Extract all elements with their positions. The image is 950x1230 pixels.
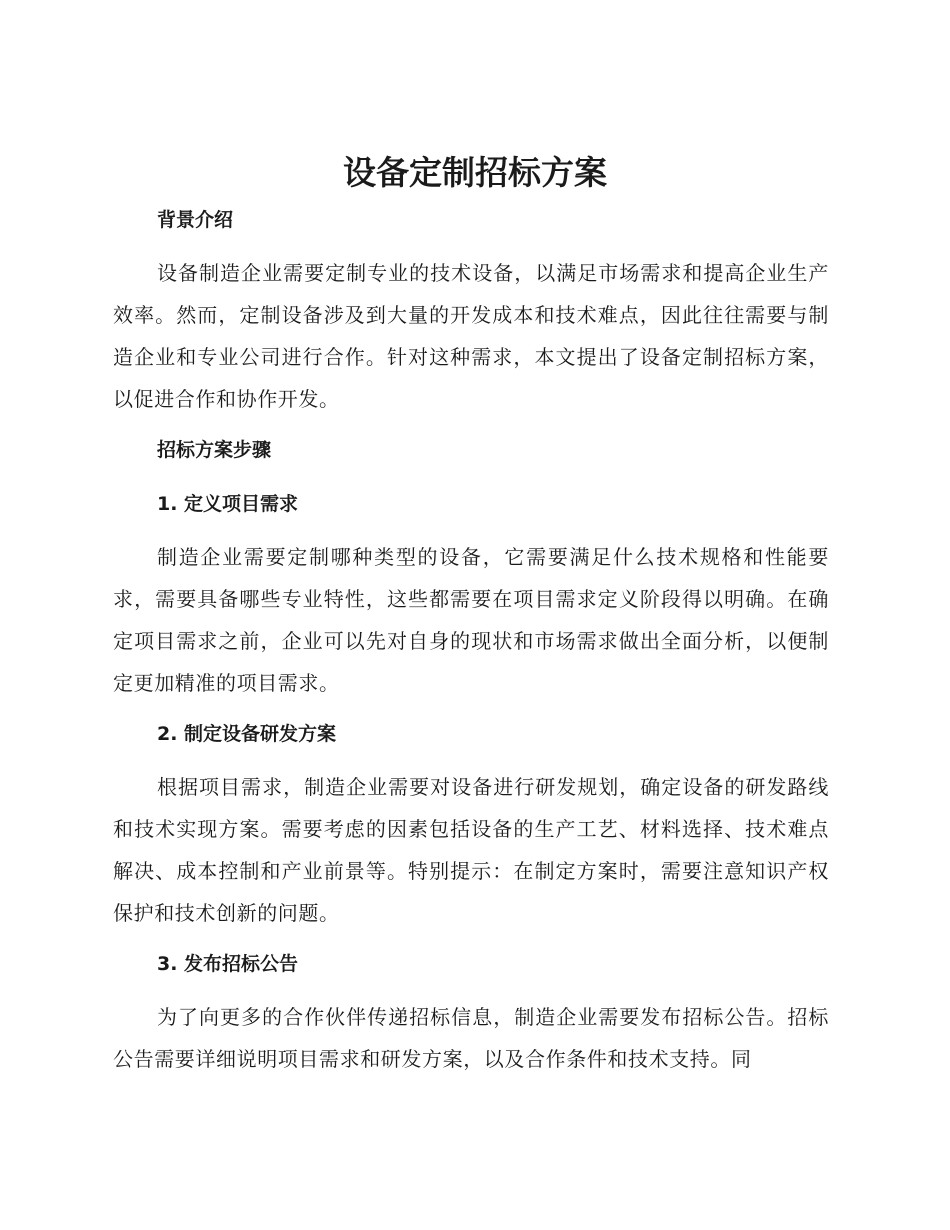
section-heading-step3: 3. 发布招标公告 (157, 953, 299, 975)
paragraph-background: 设备制造企业需要定制专业的技术设备，以满足市场需求和提高企业生产效率。然而，定制设备涉及到大量的开发成本和技术难点，因此往往需要与制造企业和专业公司进行合作。针对这种需求，本文提出了设备定制招标方案，以促进合作和协作开发。 (113, 261, 829, 411)
paragraph-step3: 为了向更多的合作伙伴传递招标信息，制造企业需要发布招标公告。招标公告需要详细说明项目需求和研发方案，以及合作条件和技术支持。同 (113, 1005, 829, 1071)
paragraph-step1: 制造企业需要定制哪种类型的设备，它需要满足什么技术规格和性能要求，需要具备哪些专业特性，这些都需要在项目需求定义阶段得以明确。在确定项目需求之前，企业可以先对自身的现状和市场需求做出全面分析，以便制定更加精准的项目需求。 (113, 545, 829, 695)
document-title: 设备定制招标方案 (343, 153, 607, 192)
section-heading-steps: 招标方案步骤 (157, 439, 272, 461)
section-heading-background: 背景介绍 (157, 209, 234, 231)
document-body (113, 198, 829, 1080)
section-heading-step1: 1. 定义项目需求 (157, 493, 299, 515)
paragraph-step2: 根据项目需求，制造企业需要对设备进行研发规划，确定设备的研发路线和技术实现方案。需要考虑的因素包括设备的生产工艺、材料选择、技术难点解决、成本控制和产业前景等。特别提示：在制定方案时，需要注意知识产权保护和技术创新的问题。 (113, 775, 829, 925)
section-heading-step2: 2. 制定设备研发方案 (157, 723, 337, 745)
